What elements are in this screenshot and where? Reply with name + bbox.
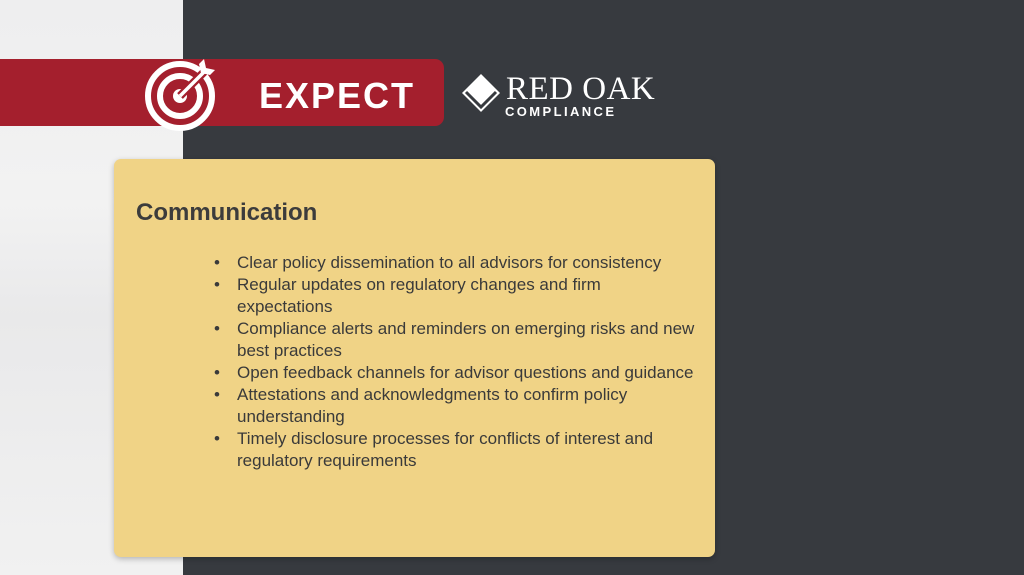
list-item: • Regular updates on regulatory changes and firm expectations	[237, 274, 699, 318]
target-arrow-icon	[143, 56, 219, 132]
logo-subtitle: COMPLIANCE	[505, 104, 617, 119]
list-item: • Attestations and acknowledgments to confirm policy understanding	[237, 384, 699, 428]
list-item: • Clear policy dissemination to all advisors for consistency	[237, 252, 699, 274]
content-card	[114, 159, 715, 557]
diamond-logo-icon	[460, 72, 502, 118]
section-label: EXPECT	[259, 75, 416, 116]
list-item: • Open feedback channels for advisor questions and guidance	[237, 362, 699, 384]
list-item: • Timely disclosure processes for conflicts of interest and regulatory requirements	[237, 428, 699, 472]
list-item: • Compliance alerts and reminders on emerging risks and new best practices	[237, 318, 699, 362]
card-title: Communication	[136, 199, 318, 226]
bullet-list	[237, 252, 699, 472]
logo-name: RED OAK	[506, 71, 656, 107]
